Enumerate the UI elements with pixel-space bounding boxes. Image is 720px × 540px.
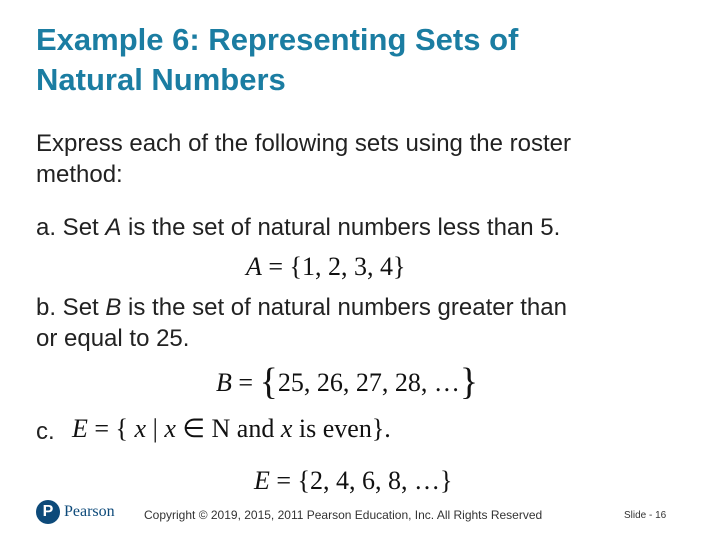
part-c-set-var: E [72,414,88,443]
part-b-answer-eq: = [231,368,260,397]
part-b-open-brace: { [259,361,278,403]
title-line-1: Example 6: Representing Sets of [36,22,519,57]
part-b-close-brace: } [459,361,479,403]
part-c-answer-set: = {2, 4, 6, 8, …} [269,466,453,495]
part-a-prefix: a. Set [36,214,106,241]
part-a-answer-var: A [246,252,262,281]
part-b-answer [216,361,479,403]
copyright-notice: Copyright © 2019, 2015, 2011 Pearson Education, Inc. All Rights Reserved [144,508,543,522]
part-b-line-1 [36,292,696,323]
intro-line-1: Express each of the following sets using the roster [36,130,571,157]
part-c-answer-var: E [254,466,270,495]
pearson-logo-icon: P [36,500,60,524]
slide-title [36,20,686,100]
part-b-suffix: is the set of natural numbers greater than [121,294,567,321]
part-c-x1: x [134,414,147,443]
part-c-member: ∈ N [175,414,231,443]
intro-text [36,128,696,190]
part-c-x2: x [164,414,176,443]
intro-line-2: method: [36,161,123,188]
part-a-question [36,212,696,243]
part-c-eq-open: = { [87,414,135,443]
pearson-logo [36,500,115,524]
title-line-2: Natural Numbers [36,62,286,97]
part-a-suffix: is the set of natural numbers less than 5. [121,214,561,241]
slide-number: Slide - 16 [624,510,667,521]
part-a-answer-set: = {1, 2, 3, 4} [261,252,406,281]
part-c-x3: x [280,414,293,443]
part-a-var: A [105,214,122,241]
part-c-answer [254,466,453,496]
part-c-and: and [230,414,281,443]
part-a-answer [246,252,406,282]
part-b-prefix: b. Set [36,294,106,321]
part-b-answer-var: B [216,368,232,397]
part-c-bar: | [146,414,165,443]
part-b-line-2: or equal to 25. [36,325,190,352]
part-b-question [36,292,696,354]
part-b-var: B [105,294,122,321]
part-c-cond: is even}. [292,414,391,443]
pearson-logo-word: Pearson [64,503,115,520]
part-c-set-builder [72,414,391,444]
part-c-label: c. [36,418,55,445]
part-b-answer-items: 25, 26, 27, 28, … [277,368,460,397]
